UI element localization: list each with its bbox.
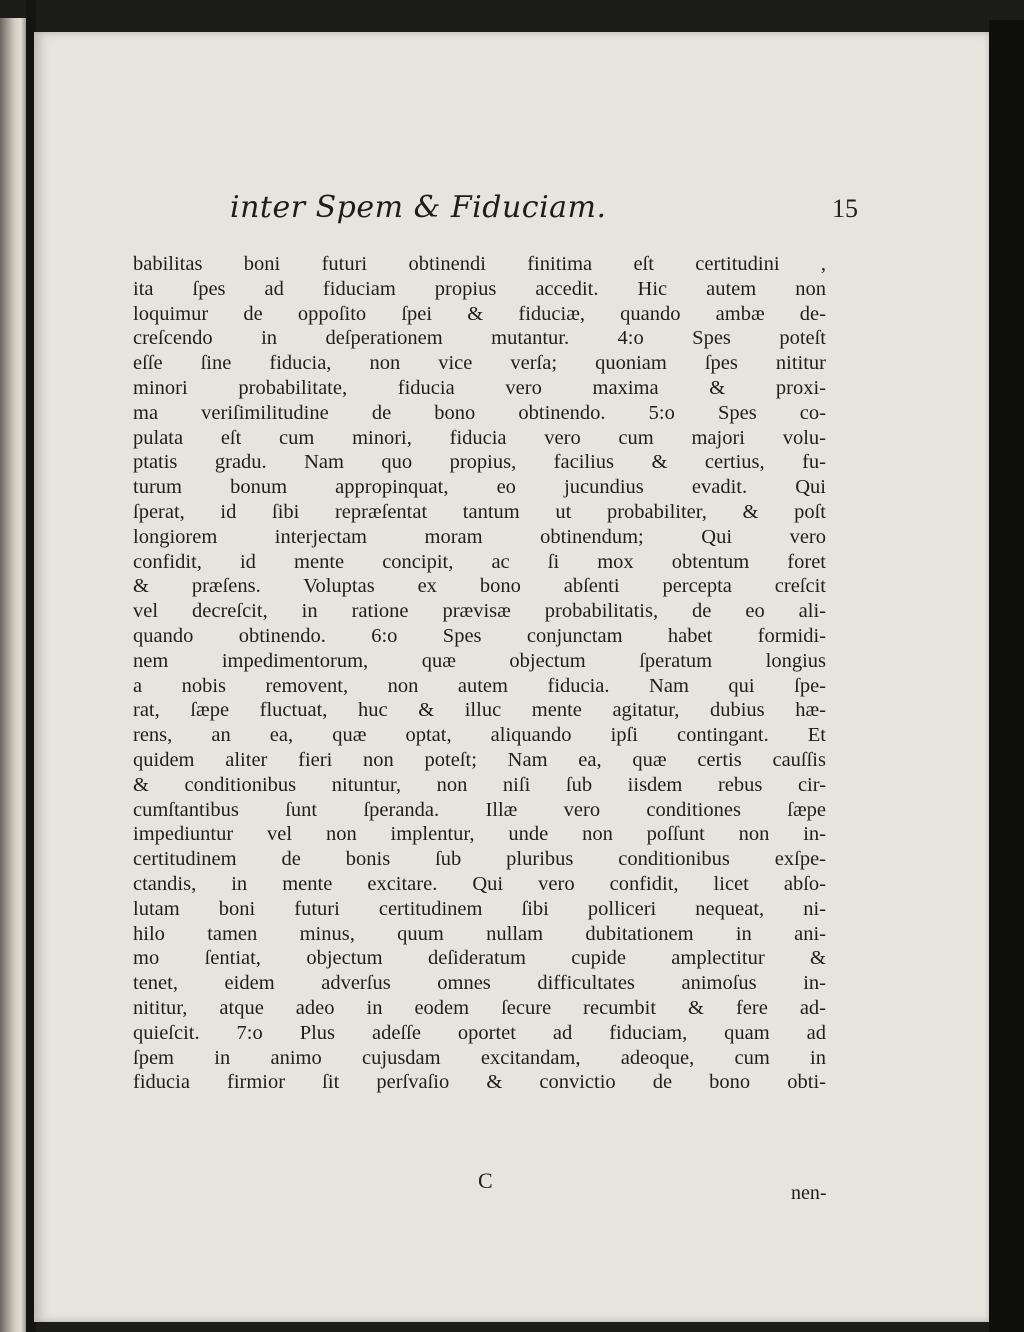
text-line: loquimur de oppoſito ſpei & fiduciæ, quando ambæ de- bbox=[133, 302, 826, 325]
text-line: certitudinem de bonis ſub pluribus conditionibus exſpe- bbox=[133, 848, 826, 871]
text-line: mo ſentiat, objectum deſideratum cupide amplectitur & bbox=[133, 947, 826, 970]
running-head bbox=[34, 190, 989, 234]
text-line: confidit, id mente concipit, ac ſi mox obtentum foret bbox=[133, 550, 826, 573]
text-line: fiducia firmior ſit perſvaſio & convictio de bono obti- bbox=[133, 1071, 826, 1094]
catchword: nen- bbox=[791, 1182, 827, 1204]
text-line: a nobis removent, non autem fiducia. Nam qui ſpe- bbox=[133, 674, 826, 697]
book-page bbox=[34, 32, 989, 1322]
text-line: turum bonum appropinquat, eo jucundius evadit. Qui bbox=[133, 476, 826, 499]
text-line: ptatis gradu. Nam quo propius, facilius & certius, fu- bbox=[133, 451, 826, 474]
page-number: 15 bbox=[832, 194, 858, 223]
text-line: minori probabilitate, fiducia vero maxima & proxi- bbox=[133, 376, 826, 399]
text-line: tenet, eidem adverſus omnes difficultates animoſus in- bbox=[133, 972, 826, 995]
body-text bbox=[133, 252, 826, 1095]
text-line: quidem aliter fieri non poteſt; Nam ea, quæ certis cauſſis bbox=[133, 748, 826, 771]
text-line: pulata eſt cum minori, fiducia vero cum majori volu- bbox=[133, 426, 826, 449]
text-line: cumſtantibus ſunt ſperanda. Illæ vero conditiones ſæpe bbox=[133, 798, 826, 821]
text-line: & præſens. Voluptas ex bono abſenti percepta creſcit bbox=[133, 575, 826, 598]
text-line: ctandis, in mente excitare. Qui vero confidit, licet abſo- bbox=[133, 872, 826, 895]
facing-page-edge bbox=[0, 18, 26, 1332]
text-line: nem impedimentorum, quæ objectum ſperatum longius bbox=[133, 649, 826, 672]
text-line: rat, ſæpe fluctuat, huc & illuc mente agitatur, dubius hæ- bbox=[133, 699, 826, 722]
text-line: ſperat, id ſibi repræſentat tantum ut probabiliter, & poſt bbox=[133, 500, 826, 523]
text-line: nititur, atque adeo in eodem ſecure recumbit & fere ad- bbox=[133, 996, 826, 1019]
text-line: vel decreſcit, in ratione prævisæ probabilitatis, de eo ali- bbox=[133, 600, 826, 623]
text-line: rens, an ea, quæ optat, aliquando ipſi contingant. Et bbox=[133, 724, 826, 747]
text-line: quieſcit. 7:o Plus adeſſe oportet ad fiduciam, quam ad bbox=[133, 1021, 826, 1044]
text-line: hilo tamen minus, quum nullam dubitationem in ani- bbox=[133, 922, 826, 945]
text-line: creſcendo in deſperationem mutantur. 4:o Spes poteſt bbox=[133, 327, 826, 350]
text-line: quando obtinendo. 6:o Spes conjunctam habet formidi- bbox=[133, 624, 826, 647]
text-line: eſſe ſine fiducia, non vice verſa; quoniam ſpes nititur bbox=[133, 352, 826, 375]
text-line: ſpem in animo cujusdam excitandam, adeoque, cum in bbox=[133, 1046, 826, 1069]
text-line: ma veriſimilitudine de bono obtinendo. 5:o Spes co- bbox=[133, 401, 826, 424]
signature-mark: C bbox=[478, 1168, 493, 1193]
text-line: ita ſpes ad fiduciam propius accedit. Hic autem non bbox=[133, 277, 826, 300]
scan-background-edge bbox=[989, 20, 1024, 1332]
running-head-title: inter Spem & Fiduciam. bbox=[230, 190, 607, 225]
text-line: & conditionibus nituntur, non niſi ſub iisdem rebus cir- bbox=[133, 773, 826, 796]
text-line: longiorem interjectam moram obtinendum; Qui vero bbox=[133, 525, 826, 548]
text-line: lutam boni futuri certitudinem ſibi polliceri nequeat, ni- bbox=[133, 897, 826, 920]
text-line: impediuntur vel non implentur, unde non poſſunt non in- bbox=[133, 823, 826, 846]
text-line: babilitas boni futuri obtinendi finitima eſt certitudini , bbox=[133, 253, 826, 275]
